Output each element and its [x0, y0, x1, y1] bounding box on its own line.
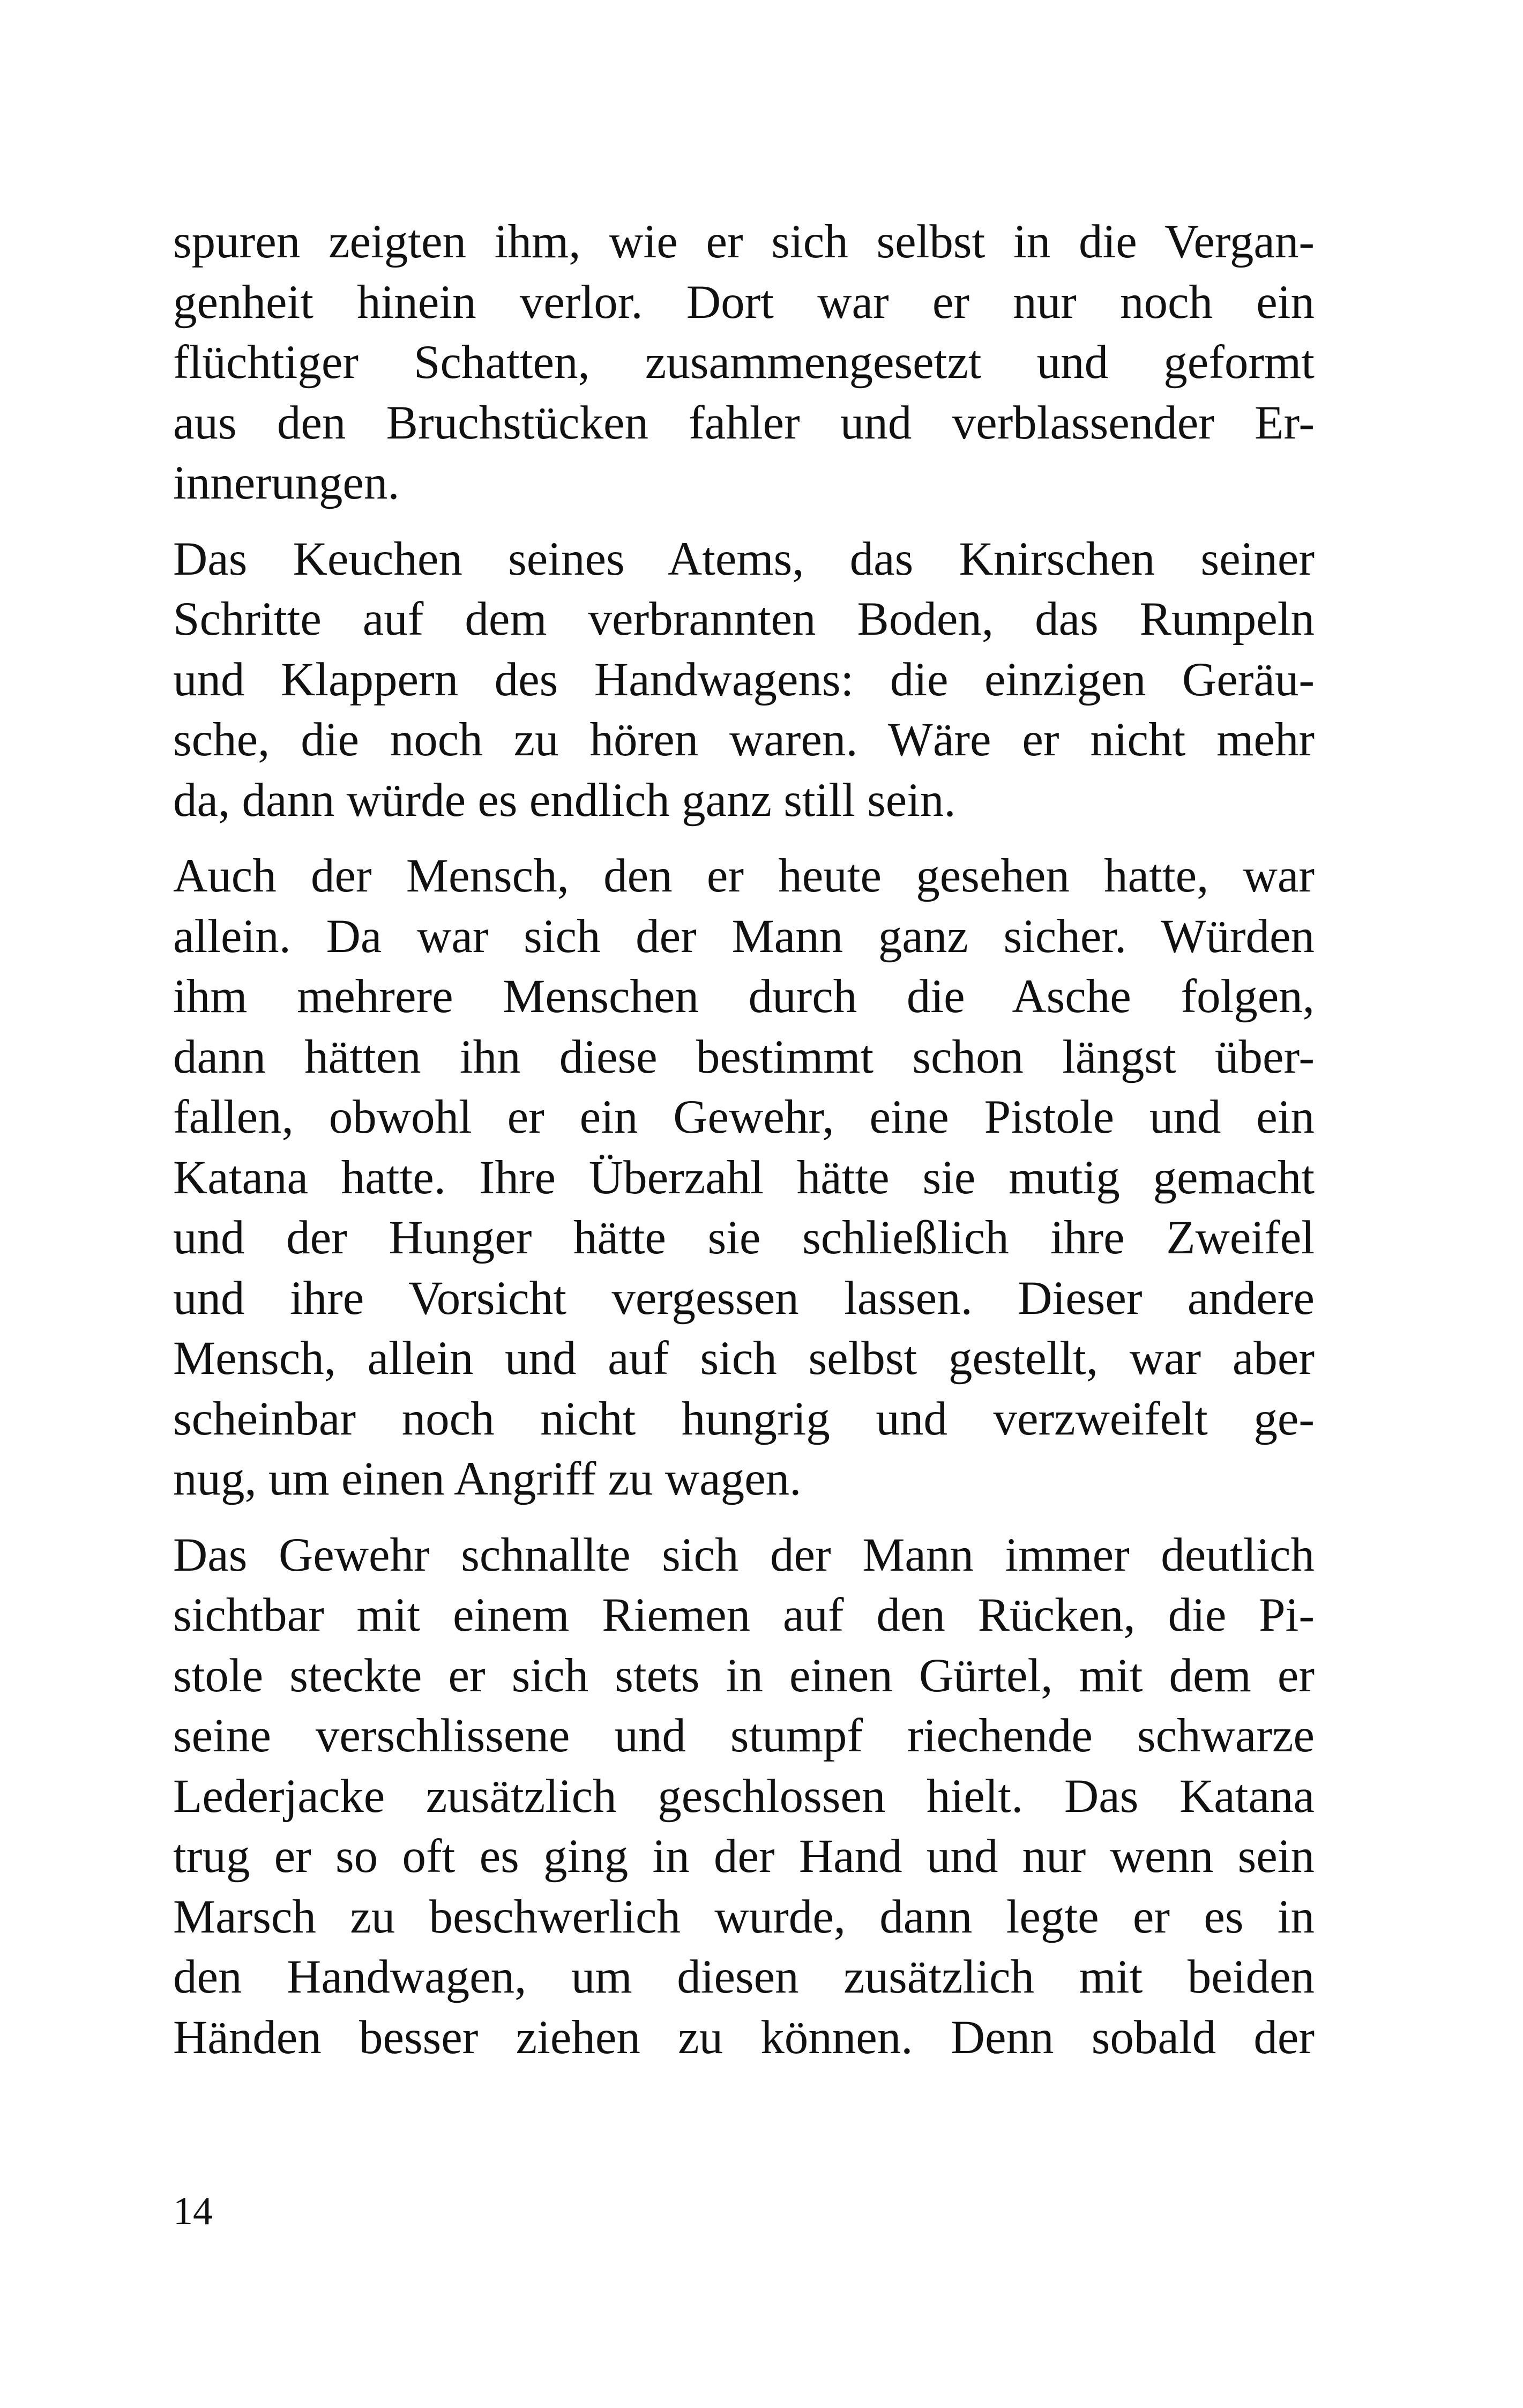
text-line: flüchtiger Schatten, zusammengesetzt und geformt [173, 336, 1315, 389]
text-line: und der Hunger hätte sie schließlich ihre Zweifel [173, 1212, 1315, 1264]
text-line: spuren zeigten ihm, wie er sich selbst in die Vergan- [173, 215, 1315, 268]
paragraph-1 [173, 212, 1315, 514]
text-line: ihm mehrere Menschen durch die Asche folgen, [173, 970, 1315, 1023]
text-line: Händen besser ziehen zu können. Denn sobald der [173, 2011, 1315, 2064]
text-line: Lederjacke zusätzlich geschlossen hielt. Das Katana [173, 1770, 1315, 1823]
text-line: scheinbar noch nicht hungrig und verzweifelt ge- [173, 1392, 1315, 1445]
text-line: Marsch zu beschwerlich wurde, dann legte er es in [173, 1890, 1315, 1943]
text-line: allein. Da war sich der Mann ganz sicher. Würden [173, 910, 1315, 963]
text-line: da, dann würde es endlich ganz still sein. [173, 774, 956, 827]
text-line: Katana hatte. Ihre Überzahl hätte sie mutig gemacht [173, 1151, 1315, 1204]
paragraph-4 [173, 1525, 1315, 2068]
text-line: Das Keuchen seines Atems, das Knirschen seiner [173, 532, 1315, 585]
text-line: dann hätten ihn diese bestimmt schon längst über- [173, 1030, 1315, 1083]
text-line: sichtbar mit einem Riemen auf den Rücken, die Pi- [173, 1589, 1315, 1641]
text-line: Schritte auf dem verbrannten Boden, das Rumpeln [173, 593, 1315, 645]
text-line: Das Gewehr schnallte sich der Mann immer deutlich [173, 1528, 1315, 1581]
text-line: nug, um einen Angriff zu wagen. [173, 1453, 802, 1505]
text-line: innerungen. [173, 457, 400, 509]
text-line: genheit hinein verlor. Dort war er nur noch ein [173, 276, 1315, 329]
paragraph-3 [173, 846, 1315, 1510]
text-line: und ihre Vorsicht vergessen lassen. Dieser andere [173, 1272, 1315, 1325]
text-line: und Klappern des Handwagens: die einzigen Geräu- [173, 653, 1315, 706]
body-text [173, 212, 1315, 2083]
text-line: seine verschlissene und stumpf riechende schwarze [173, 1710, 1315, 1762]
text-line: stole steckte er sich stets in einen Gürtel, mit dem er [173, 1649, 1315, 1702]
page-number: 14 [173, 2189, 213, 2233]
text-line: sche, die noch zu hören waren. Wäre er nicht mehr [173, 714, 1315, 766]
text-line: aus den Bruchstücken fahler und verblassender Er- [173, 396, 1315, 449]
text-line: trug er so oft es ging in der Hand und nur wenn sein [173, 1830, 1315, 1883]
text-line: Mensch, allein und auf sich selbst gestellt, war aber [173, 1332, 1315, 1385]
text-line: fallen, obwohl er ein Gewehr, eine Pistole und ein [173, 1091, 1315, 1143]
text-line: den Handwagen, um diesen zusätzlich mit beiden [173, 1951, 1315, 2003]
text-line: Auch der Mensch, den er heute gesehen hatte, war [173, 850, 1315, 902]
paragraph-2 [173, 529, 1315, 831]
